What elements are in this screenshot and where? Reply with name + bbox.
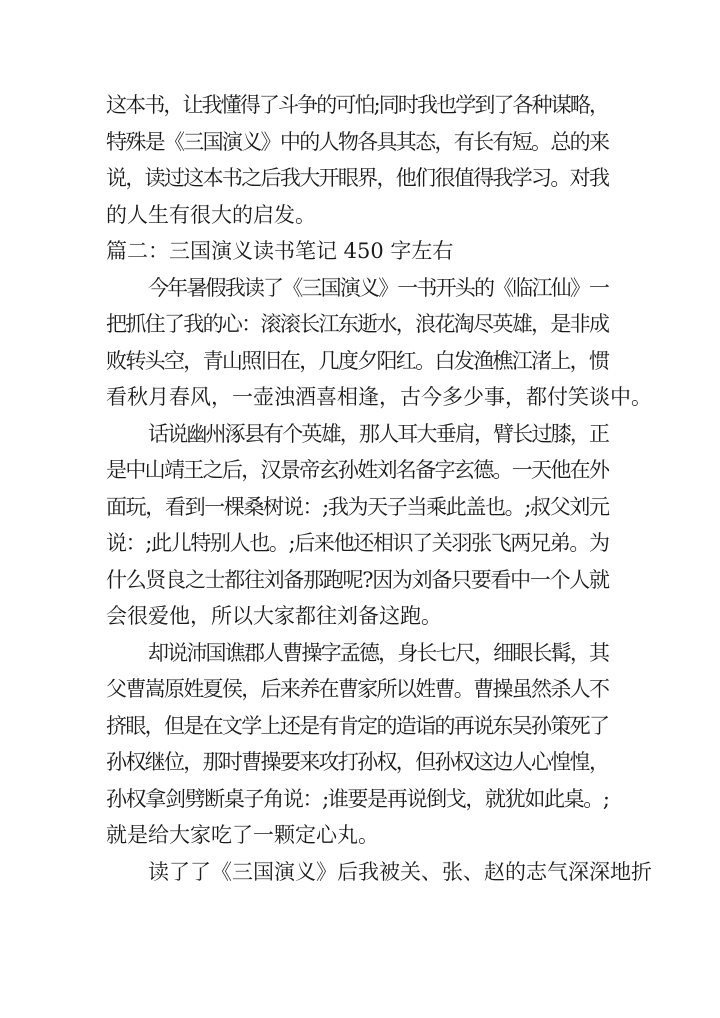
text-line: 什么贤良之士都往刘备那跑呢?因为刘备只要看中一个人就: [106, 567, 609, 592]
text-line: 特殊是《三国演义》中的人物各具其态，有长有短。总的来: [106, 129, 609, 154]
text-line: 说：;此儿特别人也。;后来他还相识了关羽张飞两兄弟。为: [106, 531, 609, 555]
paragraph-caocao: [106, 635, 610, 854]
text-line: 面玩，看到一棵桑树说：;我为天子当乘此盖也。;叔父刘元: [106, 494, 609, 519]
text-line: 读了了《三国演义》后我被关、张、赵的志气深深地折: [148, 859, 652, 884]
text-line: 篇二：三国演义读书笔记 450 字左右: [106, 239, 454, 263]
text-line: 就是给大家吃了一颗定心丸。: [106, 823, 379, 847]
text-line: 说，读过这本书之后我大开眼界，他们很值得我学习。对我: [106, 166, 609, 190]
section-heading: [106, 233, 610, 270]
text-line: 挤眼，但是在文学上还是有肯定的造诣的再说东吴孙策死了: [106, 713, 609, 738]
text-line: 孙权继位，那时曹操要来攻打孙权，但孙权这边人心惶惶，: [106, 750, 609, 774]
text-line: 孙权拿剑劈断桌子角说：;谁要是再说倒戈，就犹如此桌。;: [106, 786, 609, 811]
text-line: 话说幽州涿县有个英雄，那人耳大垂肩，臂长过膝，正: [148, 421, 609, 446]
text-line: 把抓住了我的心：滚滚长江东逝水，浪花淘尽英雄，是非成: [106, 312, 609, 336]
text-line: 是中山靖王之后，汉景帝玄孙姓刘名备字玄德。一天他在外: [106, 458, 609, 482]
text-line: 败转头空，青山照旧在，几度夕阳红。白发渔樵江渚上，惯: [106, 348, 609, 373]
text-line: 会很爱他，所以大家都往刘备这跑。: [106, 604, 442, 628]
paragraph-liubei: [106, 416, 610, 635]
document-page: [106, 87, 652, 890]
paragraph-conclusion: [106, 854, 652, 891]
text-line: 这本书，让我懂得了斗争的可怕;同时我也学到了各种谋略，: [106, 93, 609, 117]
text-line: 今年暑假我读了《三国演义》一书开头的《临江仙》一: [148, 275, 609, 300]
text-line: 父曹嵩原姓夏侯，后来养在曹家所以姓曹。曹操虽然杀人不: [106, 677, 609, 701]
paragraph-continued: [106, 87, 610, 233]
text-line: 却说沛国谯郡人曹操字孟德，身长七尺，细眼长髯，其: [148, 640, 609, 665]
text-line: 的人生有很大的启发。: [106, 202, 316, 227]
paragraph-linjiangxian: [106, 270, 652, 416]
text-line: 看秋月春风，一壶浊酒喜相逢，古今多少事，都付笑谈中。: [106, 385, 652, 409]
